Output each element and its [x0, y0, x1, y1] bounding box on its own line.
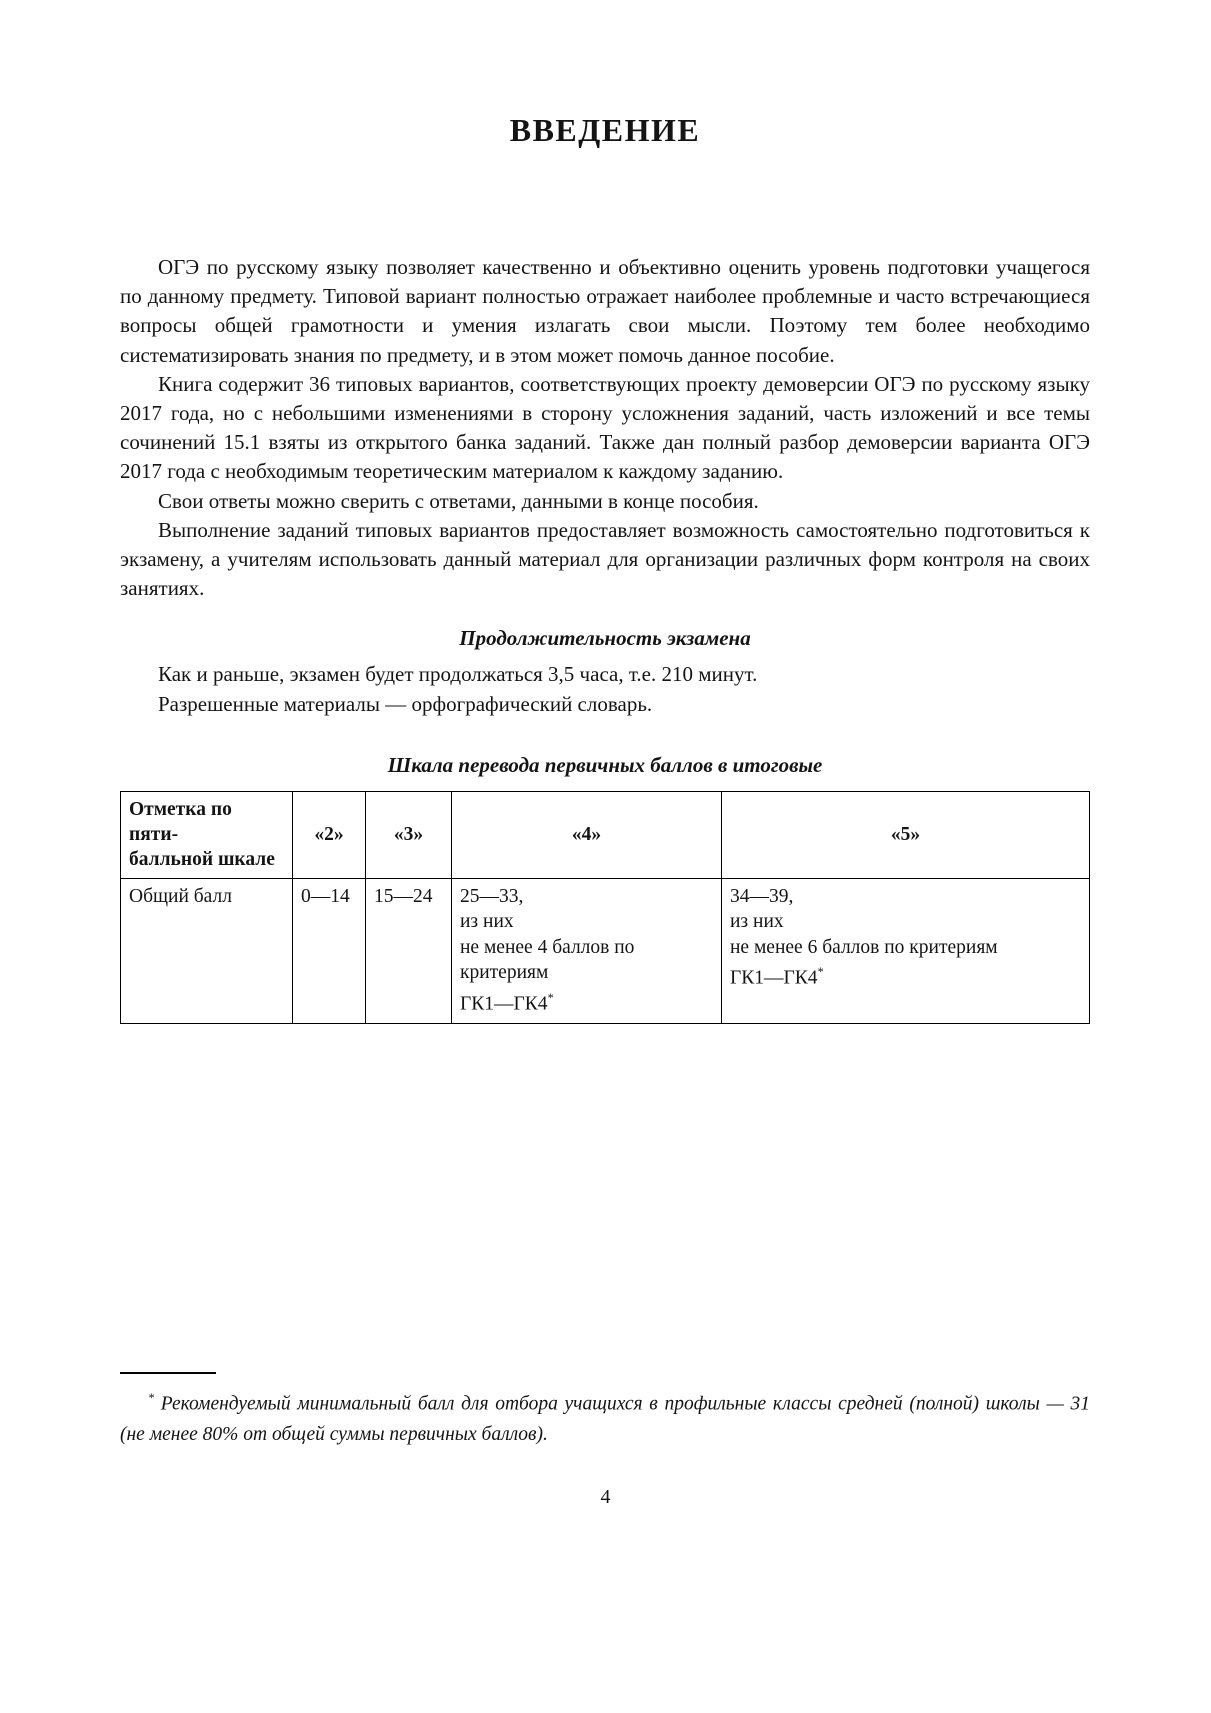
mark-5-note-1: из них [730, 911, 784, 933]
mark-2-range-cell: 0—14 [293, 878, 366, 1023]
mark-4-criteria [460, 986, 713, 1017]
footnote-text [120, 1383, 1090, 1450]
header-scale-line-2: балльной шкале [129, 848, 275, 870]
page-title: ВВЕДЕНИЕ [509, 112, 701, 148]
mark-4-range-cell [452, 878, 722, 1023]
page-number: 4 [600, 1486, 611, 1508]
mark-5-note-2: не менее 6 баллов по критериям [730, 936, 998, 958]
header-cell-mark-2: «2» [293, 791, 366, 878]
table-data-row [121, 878, 1090, 1023]
mark-4-range: 25—33, [460, 885, 524, 907]
mark-4-criteria-text: ГК1—ГК4 [460, 993, 548, 1015]
intro-section [120, 253, 1090, 603]
row-label-cell: Общий балл [121, 878, 293, 1023]
mark-5-range-cell [722, 878, 1090, 1023]
intro-paragraph-4: Выполнение заданий типовых вариантов предоставляет возможность самостоятельно подготовиться к экзамену, а учителям использовать данный материал для организации различных форм контроля на своих занятиях. [120, 517, 1090, 601]
score-conversion-table [120, 791, 1090, 1024]
intro-paragraph-3: Свои ответы можно сверить с ответами, данными в конце пособия. [158, 488, 759, 513]
duration-line-1: Как и раньше, экзамен будет продолжаться 3,5 часа, т.е. 210 минут. [158, 662, 758, 687]
header-cell-mark-5: «5» [722, 791, 1090, 878]
mark-5-range: 34—39, [730, 885, 794, 907]
mark-4-note-1: из них [460, 911, 514, 933]
table-header-row [121, 791, 1090, 878]
footnote-marker-icon: * [148, 1391, 155, 1405]
intro-paragraph-1: ОГЭ по русскому языку позволяет качественно и объективно оценить уровень подготовки учащегося по данному предмету. Типовой вариант полностью отражает наиболее проблемные и часто встречающиеся вопросы общей грамотности и умения излагать свои мысли. Поэтому тем более необходимо систематизировать знания по предмету, и в этом может помочь данное пособие. [120, 255, 1090, 367]
footnote-marker-icon: * [817, 965, 824, 980]
footnote-marker-icon: * [547, 990, 554, 1005]
header-cell-mark-4: «4» [452, 791, 722, 878]
header-cell-scale [121, 791, 293, 878]
mark-4-note-2: не менее 4 баллов по критериям [460, 936, 635, 984]
footnote [120, 1372, 1090, 1450]
header-scale-line-1: Отметка по пяти- [129, 798, 232, 845]
footnote-divider [120, 1372, 216, 1374]
duration-line-2: Разрешенные материалы — орфографический словарь. [158, 691, 653, 716]
score-table-title: Шкала перевода первичных баллов в итоговые [387, 752, 823, 777]
mark-5-criteria [730, 960, 1081, 991]
mark-5-criteria-text: ГК1—ГК4 [730, 967, 818, 989]
footnote-body: Рекомендуемый минимальный балл для отбора учащихся в профильные классы средней (полной) школы — 31 (не менее 80% от общей суммы первичных баллов). [120, 1393, 1091, 1445]
duration-heading: Продолжительность экзамена [459, 626, 751, 651]
intro-paragraph-2: Книга содержит 36 типовых вариантов, соответствующих проекту демоверсии ОГЭ по русскому языку 2017 года, но с небольшими изменениями в сторону усложнения заданий, часть изложений и все темы сочинений 15.1 взяты из открытого банка заданий. Также дан полный разбор демоверсии варианта ОГЭ 2017 года с необходимым теоретическим материалом к каждому заданию. [120, 371, 1090, 484]
mark-3-range-cell: 15—24 [366, 878, 452, 1023]
header-cell-mark-3: «3» [366, 791, 452, 878]
